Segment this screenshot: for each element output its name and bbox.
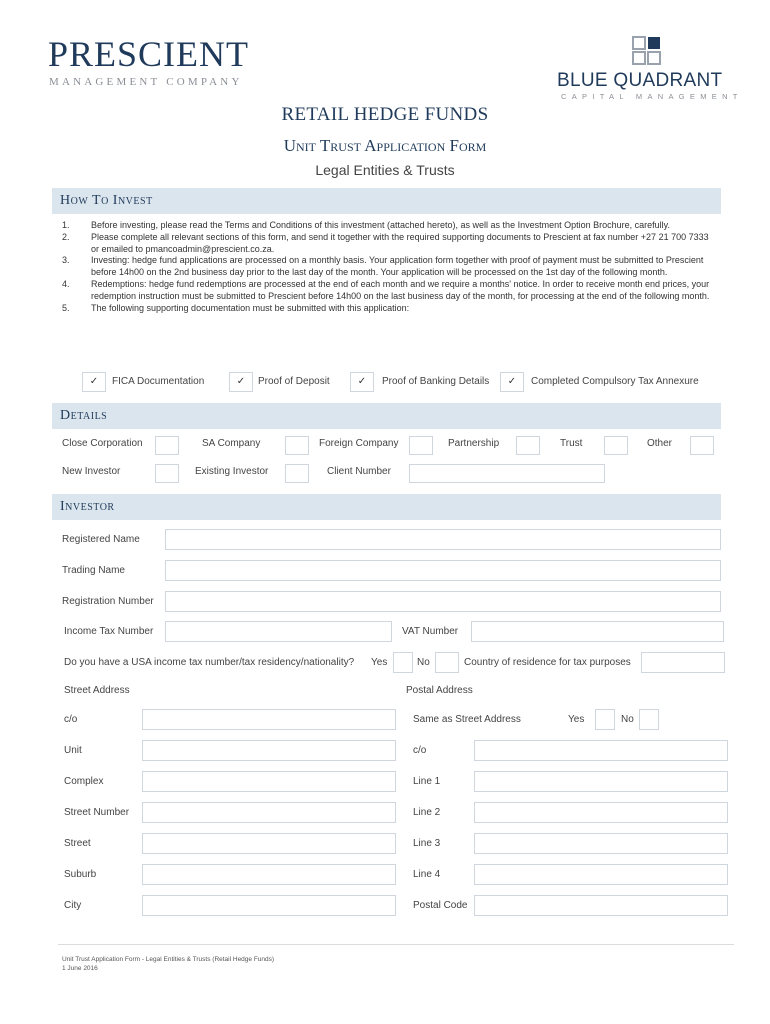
trading-name-label: Trading Name xyxy=(62,565,125,576)
new-investor-checkbox[interactable] xyxy=(155,464,179,483)
blue-quadrant-logo-icon xyxy=(632,36,662,66)
postal-line3-label: Line 3 xyxy=(413,838,441,849)
same-as-street-no-checkbox[interactable] xyxy=(639,709,659,730)
postal-co-label: c/o xyxy=(413,745,427,756)
tax-annexure-label: Completed Compulsory Tax Annexure xyxy=(531,376,699,387)
blue-quadrant-logo-subtitle: CAPITAL MANAGEMENT xyxy=(561,92,743,101)
other-checkbox[interactable] xyxy=(690,436,714,455)
footer xyxy=(62,955,274,973)
street-label: Street xyxy=(64,838,91,849)
usa-no-checkbox[interactable] xyxy=(435,652,459,673)
street-number-field[interactable] xyxy=(142,802,396,823)
blue-quadrant-logo: BLUE QUADRANT xyxy=(557,70,723,91)
usa-tax-question: Do you have a USA income tax number/tax residency/nationality? xyxy=(64,657,355,668)
how-to-invest-heading: How To Invest xyxy=(60,193,153,208)
proof-of-banking-checkbox[interactable]: ✓ xyxy=(350,372,374,392)
same-as-street-no-label: No xyxy=(621,714,634,725)
instruction-item: 2. Please complete all relevant sections of this form, and send it together with the required supporting documents to Prescient at fax number +27 21 700 7333 or emailed to pmancoadmin@prescient.co.za. xyxy=(62,231,709,254)
close-corporation-label: Close Corporation xyxy=(62,438,143,449)
same-as-street-label: Same as Street Address xyxy=(413,714,521,725)
registered-name-field[interactable] xyxy=(165,529,721,550)
existing-investor-checkbox[interactable] xyxy=(285,464,309,483)
foreign-company-label: Foreign Company xyxy=(319,438,399,449)
details-heading: Details xyxy=(60,408,108,423)
registration-number-label: Registration Number xyxy=(62,596,154,607)
instruction-item: 3. Investing: hedge fund applications are processed on a monthly basis. Your application form together with proof of payment must be submitted to Prescient before 14h00 on the 2nd business day prior to the last day of the month. Your application will be processed on the 1st day of the following month. xyxy=(62,255,704,278)
postal-line4-field[interactable] xyxy=(474,864,728,885)
prescient-logo-subtitle: MANAGEMENT COMPANY xyxy=(49,76,243,88)
footer-divider xyxy=(58,944,734,945)
footer-date: 1 June 2016 xyxy=(62,965,98,972)
investor-header xyxy=(52,494,721,520)
registration-number-field[interactable] xyxy=(165,591,721,612)
prescient-logo: PRESCIENT xyxy=(48,34,250,74)
trust-label: Trust xyxy=(560,438,583,449)
instruction-item: 4. Redemptions: hedge fund redemptions are processed at the end of each month and we require a months' notice. In order to receive month end prices, your redemption instruction must be submitted to Prescient before 14h00 on the last business day of the month, for processing at the end of the following month. xyxy=(62,278,710,301)
postal-line3-field[interactable] xyxy=(474,833,728,854)
proof-of-deposit-label: Proof of Deposit xyxy=(258,376,330,387)
usa-yes-checkbox[interactable] xyxy=(393,652,413,673)
street-address-heading: Street Address xyxy=(64,685,130,696)
street-co-field[interactable] xyxy=(142,709,396,730)
street-number-label: Street Number xyxy=(64,807,130,818)
postal-address-heading: Postal Address xyxy=(406,685,473,696)
country-residence-field[interactable] xyxy=(641,652,725,673)
form-title: RETAIL HEDGE FUNDS xyxy=(281,104,489,125)
suburb-label: Suburb xyxy=(64,869,97,880)
postal-code-label: Postal Code xyxy=(413,900,468,911)
other-label: Other xyxy=(647,438,673,449)
country-residence-label: Country of residence for tax purposes xyxy=(464,657,631,668)
sa-company-checkbox[interactable] xyxy=(285,436,309,455)
fica-checkbox[interactable]: ✓ xyxy=(82,372,106,392)
new-investor-label: New Investor xyxy=(62,466,121,477)
city-label: City xyxy=(64,900,82,911)
partnership-label: Partnership xyxy=(448,438,500,449)
instruction-item: 1. Before investing, please read the Terms and Conditions of this investment (attached hereto), as well as the Investment Option Brochure, carefully. xyxy=(62,220,670,230)
footer-form-name: Unit Trust Application Form - Legal Entities & Trusts (Retail Hedge Funds) xyxy=(62,956,275,963)
street-field[interactable] xyxy=(142,833,396,854)
details-header xyxy=(52,403,721,429)
complex-label: Complex xyxy=(64,776,104,787)
usa-yes-label: Yes xyxy=(371,657,388,668)
complex-field[interactable] xyxy=(142,771,396,792)
postal-co-field[interactable] xyxy=(474,740,728,761)
street-co-label: c/o xyxy=(64,714,78,725)
proof-of-deposit-checkbox[interactable]: ✓ xyxy=(229,372,253,392)
postal-line1-label: Line 1 xyxy=(413,776,441,787)
postal-line1-field[interactable] xyxy=(474,771,728,792)
how-to-invest-header xyxy=(52,188,721,214)
proof-of-banking-label: Proof of Banking Details xyxy=(382,376,490,387)
vat-number-field[interactable] xyxy=(471,621,724,642)
income-tax-number-label: Income Tax Number xyxy=(64,626,154,637)
existing-investor-label: Existing Investor xyxy=(195,466,269,477)
fica-label: FICA Documentation xyxy=(112,376,205,387)
trading-name-field[interactable] xyxy=(165,560,721,581)
city-field[interactable] xyxy=(142,895,396,916)
form-subtitle: Unit Trust Application Form xyxy=(283,136,487,155)
trust-checkbox[interactable] xyxy=(604,436,628,455)
form-subtitle-entities: Legal Entities & Trusts xyxy=(315,162,455,178)
vat-number-label: VAT Number xyxy=(402,626,459,637)
partnership-checkbox[interactable] xyxy=(516,436,540,455)
income-tax-number-field[interactable] xyxy=(165,621,392,642)
postal-line2-label: Line 2 xyxy=(413,807,441,818)
tax-annexure-checkbox[interactable]: ✓ xyxy=(500,372,524,392)
postal-line4-label: Line 4 xyxy=(413,869,441,880)
suburb-field[interactable] xyxy=(142,864,396,885)
same-as-street-yes-checkbox[interactable] xyxy=(595,709,615,730)
investor-heading: Investor xyxy=(60,499,115,514)
foreign-company-checkbox[interactable] xyxy=(409,436,433,455)
sa-company-label: SA Company xyxy=(202,438,261,449)
unit-label: Unit xyxy=(64,745,82,756)
client-number-label: Client Number xyxy=(327,466,391,477)
instruction-item: 5. The following supporting documentation must be submitted with this application: xyxy=(62,302,410,313)
unit-field[interactable] xyxy=(142,740,396,761)
same-as-street-yes-label: Yes xyxy=(568,714,585,725)
registered-name-label: Registered Name xyxy=(62,534,140,545)
usa-no-label: No xyxy=(417,657,430,668)
postal-line2-field[interactable] xyxy=(474,802,728,823)
instructions-list xyxy=(62,220,717,314)
client-number-field[interactable] xyxy=(409,464,605,483)
close-corporation-checkbox[interactable] xyxy=(155,436,179,455)
postal-code-field[interactable] xyxy=(474,895,728,916)
